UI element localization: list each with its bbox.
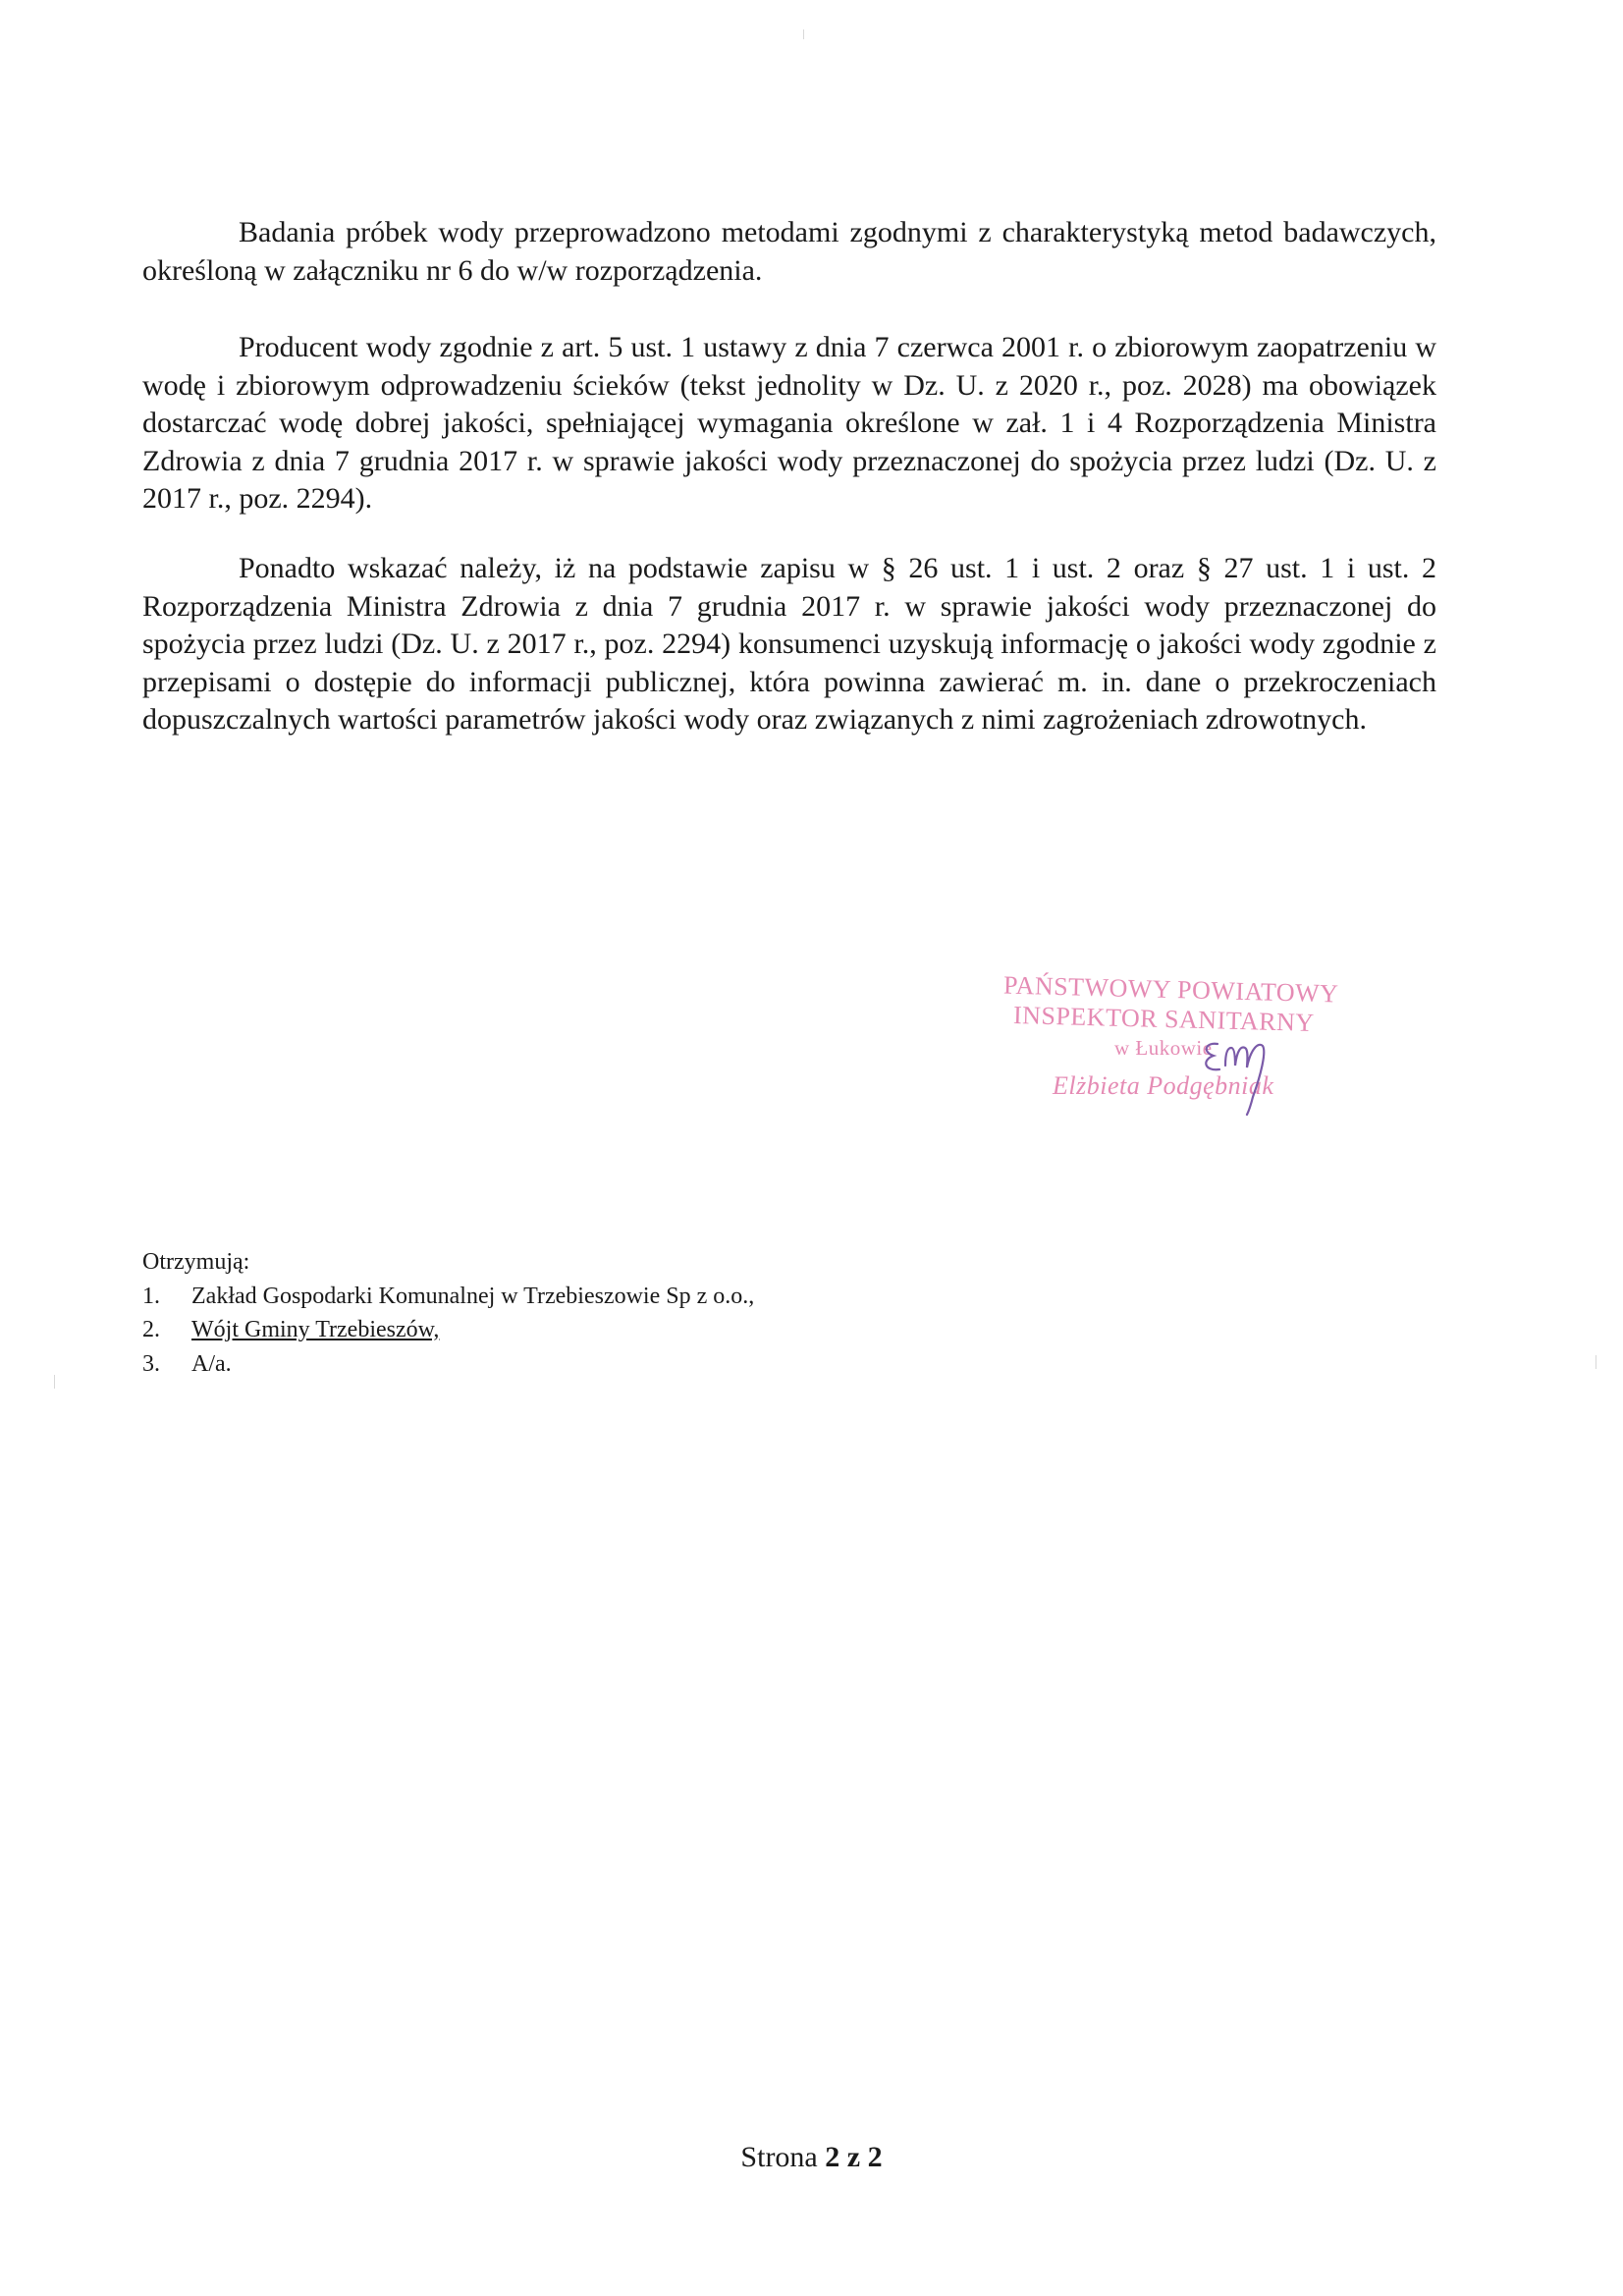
handwritten-signature bbox=[1196, 1036, 1284, 1117]
recipient-number: 1. bbox=[142, 1283, 160, 1309]
recipient-item bbox=[142, 1347, 754, 1382]
recipient-text: A/a. bbox=[191, 1350, 232, 1377]
scan-mark-top bbox=[803, 29, 804, 39]
page-label: Strona bbox=[740, 2141, 818, 2173]
official-stamp bbox=[982, 970, 1394, 1122]
scan-mark-left bbox=[54, 1375, 55, 1389]
paragraph-1: Badania próbek wody przeprowadzono metodami zgodnymi z charakterystyką metod badawczych, określoną w załączniku nr 6 do w/w rozporządzenia. bbox=[142, 216, 1436, 287]
recipients-title: Otrzymują: bbox=[142, 1249, 250, 1275]
recipient-number: 3. bbox=[142, 1350, 160, 1377]
paragraph-2: Producent wody zgodnie z art. 5 ust. 1 ustawy z dnia 7 czerwca 2001 r. o zbiorowym zaopatrzeniu w wodę i zbiorowym odprowadzeniu ścieków (tekst jednolity w Dz. U. z 2020 r., poz. 2028) ma obowiązek dostarczać wodę dobrej jakości, spełniającej wymagania określone w zał. 1 i 4 Rozporządzenia Ministra Zdrowia z dnia 7 grudnia 2017 r. w sprawie jakości wody przeznaczonej do spożycia przez ludzi (Dz. U. z 2017 r., poz. 2294). bbox=[142, 331, 1436, 515]
stamp-line-location: w Łukowie bbox=[1114, 1036, 1213, 1060]
recipient-item bbox=[142, 1280, 754, 1314]
recipient-number: 2. bbox=[142, 1317, 160, 1342]
stamp-line-name: Elżbieta Podgębniak bbox=[1053, 1071, 1274, 1100]
recipients-list bbox=[142, 1280, 754, 1382]
stamp-line-title: PAŃSTWOWY POWIATOWY bbox=[1002, 970, 1339, 1009]
page-total: 2 bbox=[867, 2141, 883, 2173]
recipients-section bbox=[142, 1245, 754, 1381]
page-current: 2 bbox=[825, 2141, 840, 2173]
stamp-line-role: INSPEKTOR SANITARNY bbox=[1012, 1000, 1316, 1038]
page-footer bbox=[0, 2141, 1623, 2174]
page-separator: z bbox=[846, 2141, 861, 2173]
recipient-text: Zakład Gospodarki Komunalnej w Trzebieszowie Sp z o.o., bbox=[191, 1283, 755, 1309]
recipient-text: Wójt Gminy Trzebieszów, bbox=[191, 1317, 440, 1342]
paragraph-3: Ponadto wskazać należy, iż na podstawie zapisu w § 26 ust. 1 i ust. 2 oraz § 27 ust. 1 i ust. 2 Rozporządzenia Ministra Zdrowia z dnia 7 grudnia 2017 r. w sprawie jakości wody przeznaczonej do spożycia przez ludzi (Dz. U. z 2017 r., poz. 2294) konsumenci uzyskują informację o jakości wody zgodnie z przepisami o dostępie do informacji publicznej, która powinna zawierać m. in. dane o przekroczeniach dopuszczalnych wartości parametrów jakości wody oraz związanych z nimi zagrożeniach zdrowotnych. bbox=[142, 552, 1436, 736]
recipient-item bbox=[142, 1313, 754, 1347]
